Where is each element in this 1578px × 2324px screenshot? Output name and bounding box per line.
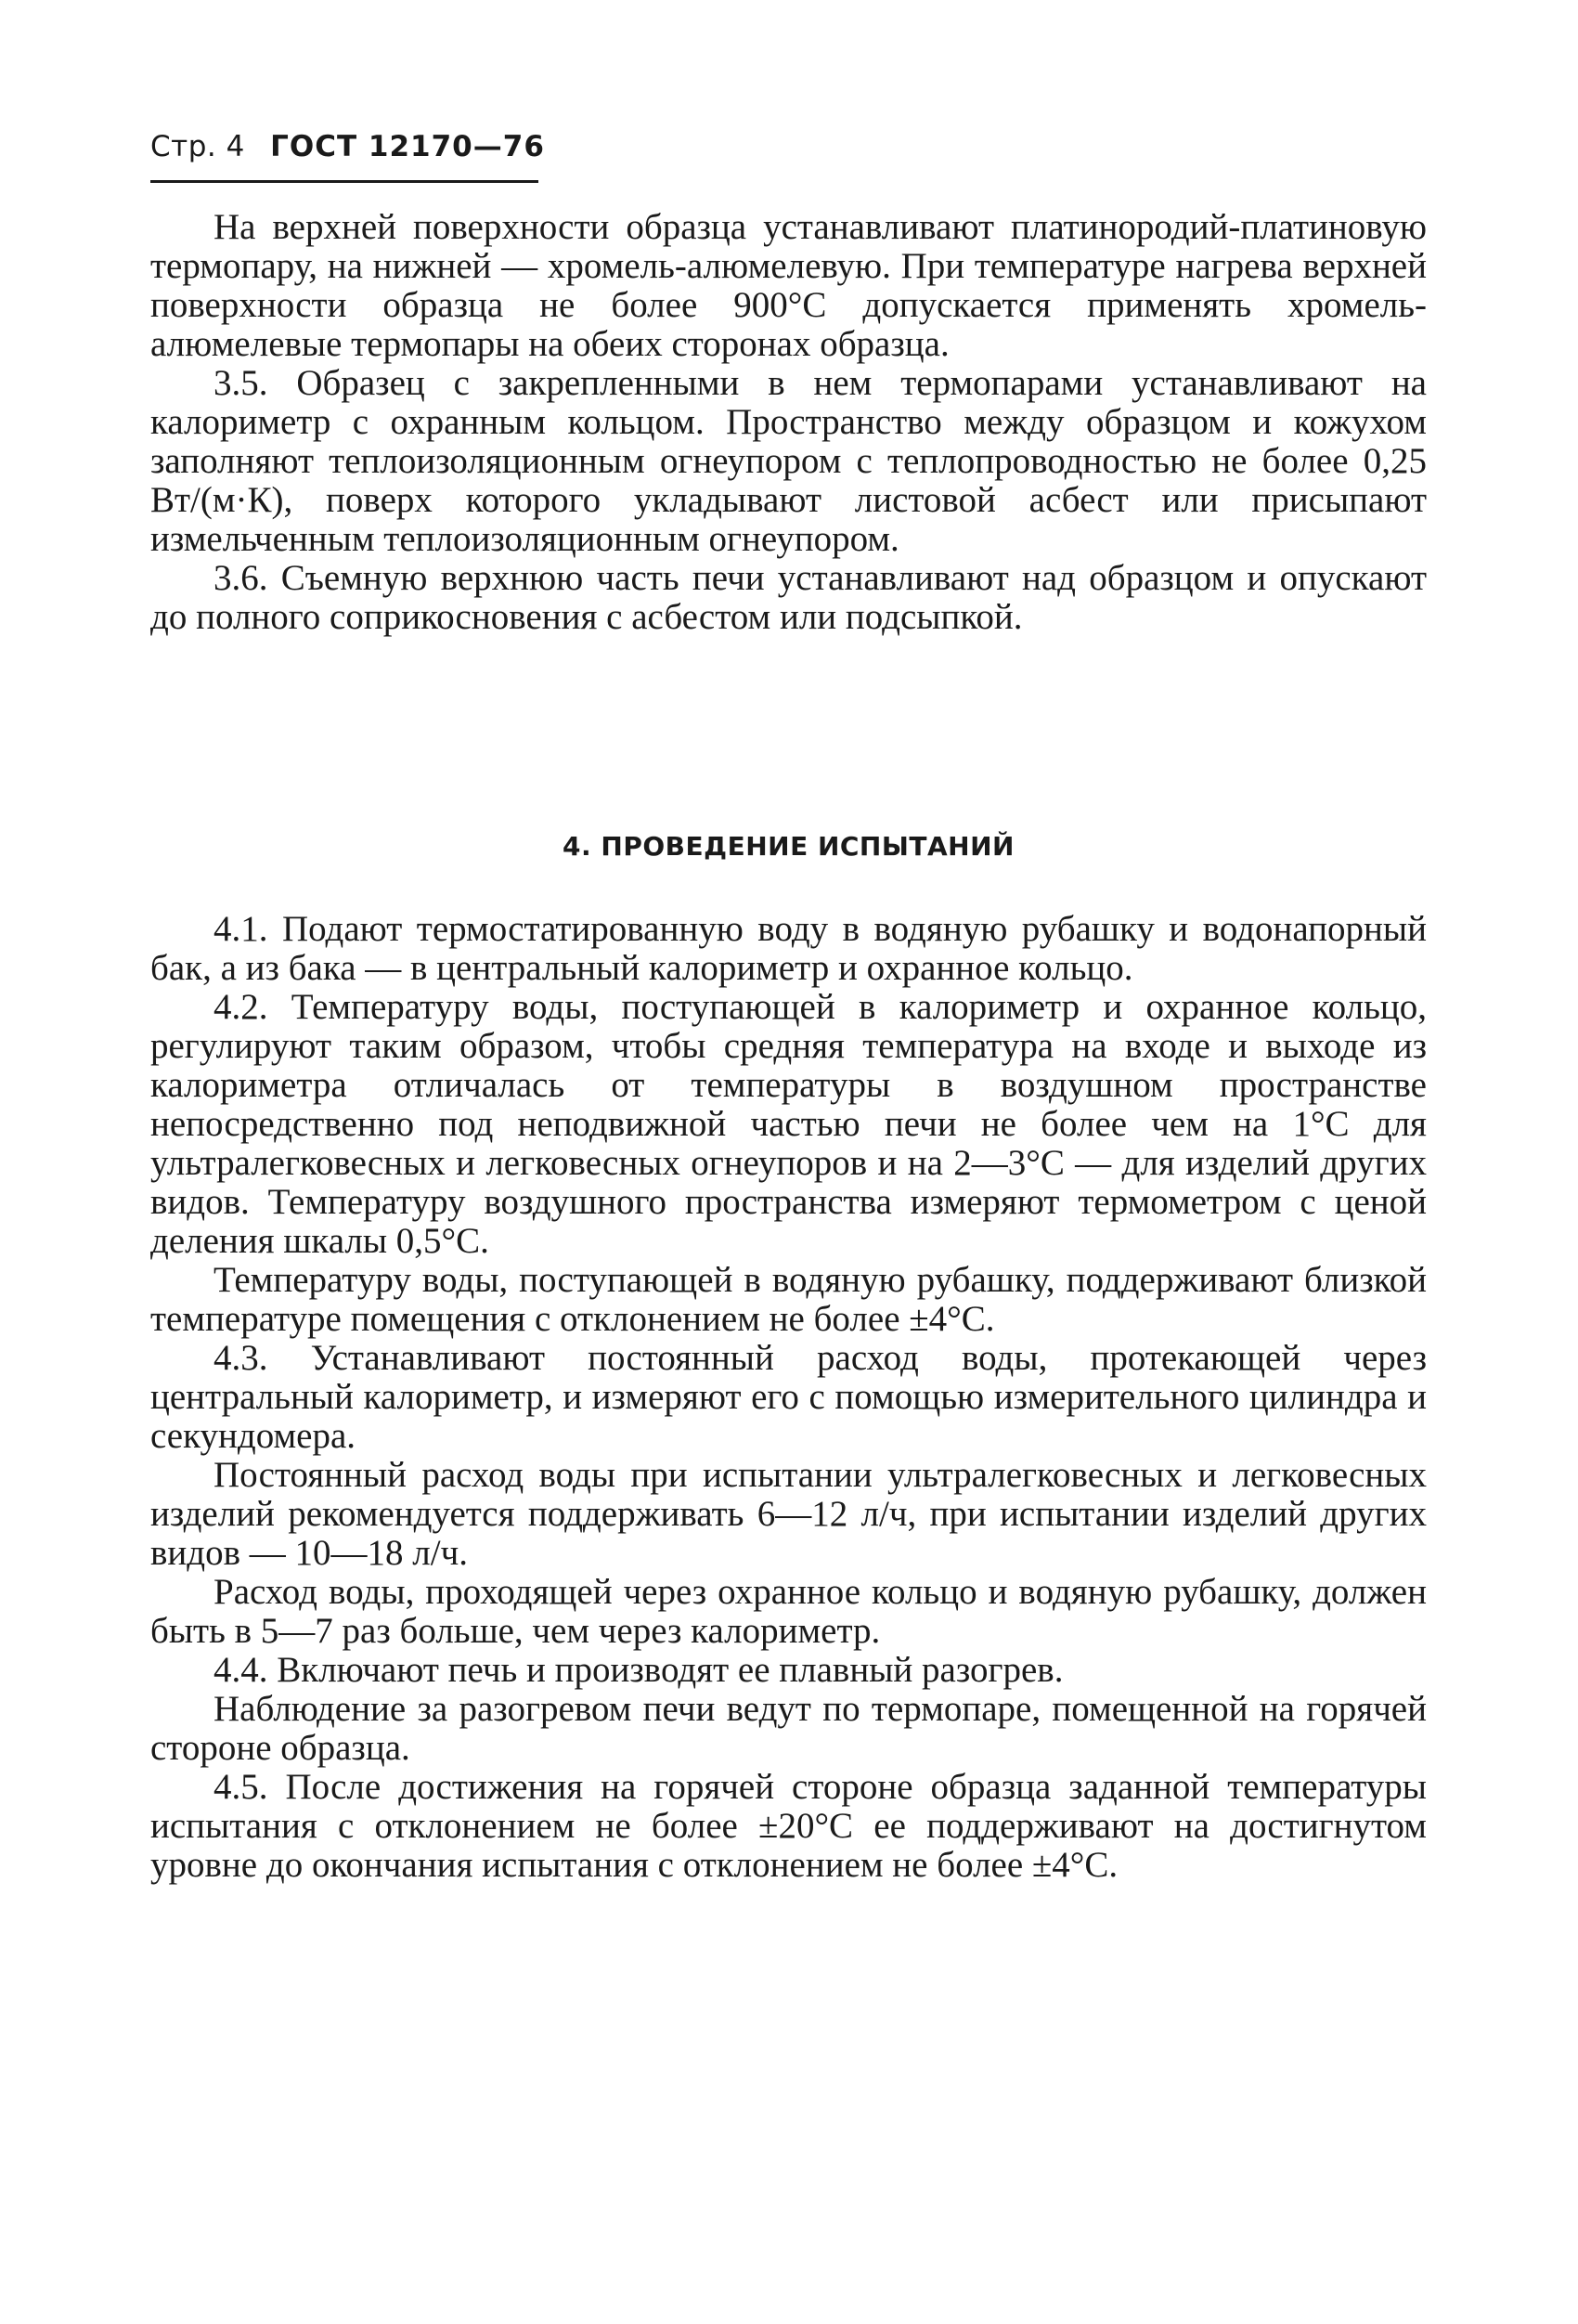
header-rule [150, 180, 538, 183]
paragraph-4-3: 4.3. Устанавливают постоянный расход воды, протекающей через центральный калориметр, и измеряют его с помощью измерительного цилиндра и секундомера. [150, 1338, 1427, 1456]
section-3-continuation [150, 208, 1427, 637]
paragraph-flow-rate: Постоянный расход воды при испытании ультралегковесных и легковесных изделий рекомендуется поддерживать 6—12 л/ч, при испытании изделий других видов — 10—18 л/ч. [150, 1455, 1427, 1573]
paragraph-heating-observation: Наблюдение за разогревом печи ведут по термопаре, помещенной на горячей стороне образца. [150, 1689, 1427, 1768]
paragraph-4-1: 4.1. Подают термостатированную воду в водяную рубашку и водонапорный бак, а из бака — в центральный калориметр и охранное кольцо. [150, 909, 1427, 988]
running-head [150, 130, 545, 163]
paragraph-thermocouples: На верхней поверхности образца устанавливают платинородий-платиновую термопару, на нижней — хромель-алюмелевую. При температуре нагрева верхней поверхности образца не более 900°С допускается применять хромель-алюмелевые термопары на обеих сторонах образца. [150, 207, 1427, 364]
standard-number: ГОСТ 12170—76 [270, 130, 545, 163]
paragraph-4-2: 4.2. Температуру воды, поступающей в калориметр и охранное кольцо, регулируют таким образом, чтобы средняя температура на входе и выходе из калориметра отличалась от температуры в воздушном пространстве непосредственно под неподвижной частью печи не более чем на 1°С для ультралегковесных и легковесных огнеупоров и на 2—3°С — для изделий других видов. Температуру воздушного пространства измеряют термометром с ценой деления шкалы 0,5°С. [150, 987, 1427, 1261]
paragraph-4-5: 4.5. После достижения на горячей стороне образца заданной температуры испытания с отклонением не более ±20°С ее поддерживают на достигнутом уровне до окончания испытания с отклонением не более ±4°С. [150, 1767, 1427, 1885]
paragraph-3-5: 3.5. Образец с закрепленными в нем термопарами устанавливают на калориметр с охранным кольцом. Пространство между образцом и кожухом заполняют теплоизоляционным огнеупором с теплопроводностью не более 0,25 Вт/(м·К), поверх которого укладывают листовой асбест или присыпают измельченным теплоизоляционным огнеупором. [150, 363, 1427, 559]
page-number: Стр. 4 [150, 130, 245, 163]
section-4-body [150, 910, 1427, 1885]
paragraph-guard-ring-flow: Расход воды, проходящей через охранное кольцо и водяную рубашку, должен быть в 5—7 раз больше, чем через калориметр. [150, 1572, 1427, 1651]
paragraph-3-6: 3.6. Съемную верхнюю часть печи устанавливают над образцом и опускают до полного соприкосновения с асбестом или подсыпкой. [150, 558, 1427, 637]
paragraph-jacket-water: Температуру воды, поступающей в водяную рубашку, поддерживают близкой температуре помещения с отклонением не более ±4°С. [150, 1260, 1427, 1339]
paragraph-4-4: 4.4. Включают печь и производят ее плавный разогрев. [213, 1650, 1064, 1690]
section-heading-4: 4. ПРОВЕДЕНИЕ ИСПЫТАНИЙ [563, 831, 1015, 862]
